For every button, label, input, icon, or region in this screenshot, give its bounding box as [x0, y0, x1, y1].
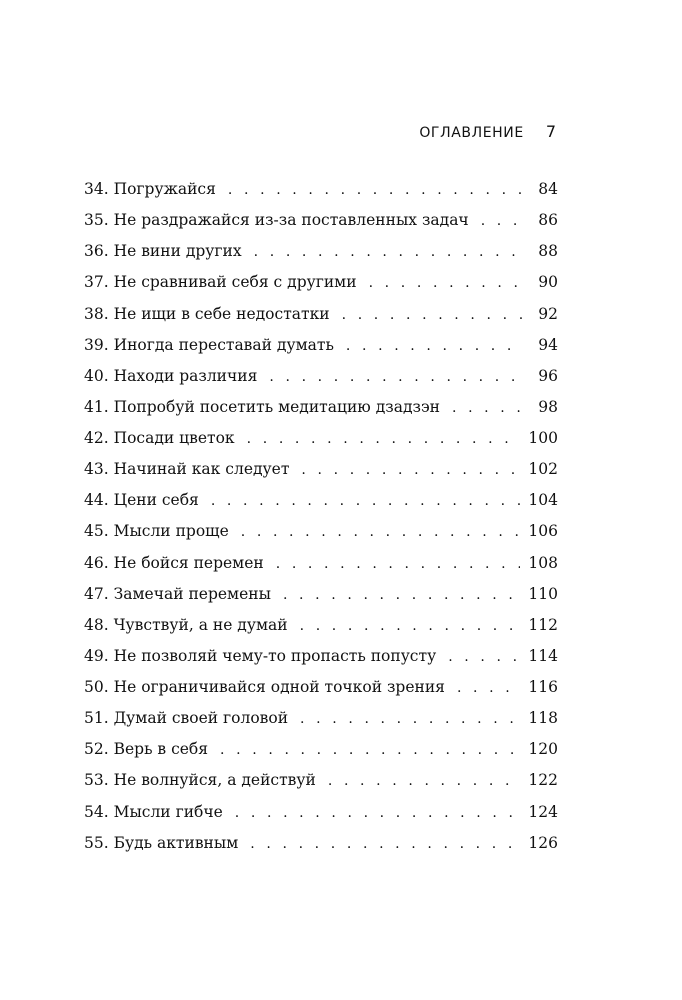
dot-leader: [250, 829, 520, 860]
toc-entry-title: 40. Находи различия: [84, 366, 258, 385]
toc-entry: [84, 236, 558, 267]
toc-entry: [84, 828, 558, 859]
section-title: ОГЛАВЛЕНИЕ: [419, 125, 524, 141]
toc-entry-page: 120: [528, 740, 558, 759]
toc-entry-title: 50. Не ограничивайся одной точкой зрения: [84, 678, 445, 696]
toc-entry-title: 43. Начинай как следует: [84, 460, 290, 479]
toc-entry-title: 41. Попробуй посетить медитацию дзадзэн: [84, 397, 440, 416]
toc-entry-page: 122: [528, 771, 558, 790]
toc-entry: [84, 299, 558, 330]
toc-entry: [84, 174, 558, 205]
toc-entry: [84, 734, 558, 765]
toc-entry-title: 46. Не бойся перемен: [84, 553, 264, 572]
toc-entry-page: 98: [538, 397, 558, 416]
toc-entry: [84, 361, 558, 392]
toc-entry: [84, 516, 558, 547]
toc-entry-title: 38. Не ищи в себе недостатки: [84, 304, 330, 323]
dot-leader: [457, 673, 520, 704]
toc-entry-title: 55. Будь активным: [84, 833, 239, 852]
toc-entry: [84, 797, 558, 828]
dot-leader: [452, 393, 522, 424]
toc-entry: [84, 672, 558, 703]
toc-entry-page: 114: [528, 646, 558, 665]
dot-leader: [241, 517, 521, 548]
dot-leader: [276, 549, 521, 580]
toc-entry-title: 44. Цени себя: [84, 491, 199, 510]
dot-leader: [300, 704, 520, 735]
dot-leader: [269, 362, 522, 393]
dot-leader: [283, 580, 520, 611]
toc-entry-page: 84: [538, 180, 558, 198]
toc-entry-title: 45. Мысли проще: [84, 522, 229, 541]
toc-entry-page: 92: [538, 304, 558, 323]
toc-entry-page: 108: [528, 553, 558, 572]
toc-entry: [84, 423, 558, 454]
dot-leader: [228, 175, 522, 206]
toc-entry-page: 96: [538, 366, 558, 385]
table-of-contents: [84, 174, 558, 859]
dot-leader: [346, 331, 522, 362]
toc-entry-title: 37. Не сравнивай себя с другими: [84, 273, 357, 292]
toc-entry: [84, 330, 558, 361]
dot-leader: [247, 424, 521, 455]
dot-leader: [448, 642, 520, 673]
toc-entry-page: 100: [528, 429, 558, 447]
toc-entry: [84, 454, 558, 485]
toc-entry: [84, 579, 558, 610]
toc-entry-page: 110: [528, 584, 558, 603]
toc-entry-page: 94: [538, 335, 558, 354]
dot-leader: [328, 766, 521, 797]
toc-entry-title: 36. Не вини других: [84, 242, 242, 261]
toc-entry-title: 39. Иногда переставай думать: [84, 335, 334, 354]
toc-entry-page: 116: [528, 678, 558, 696]
toc-entry: [84, 485, 558, 516]
toc-entry-page: 90: [538, 273, 558, 292]
toc-entry-page: 126: [528, 833, 558, 852]
toc-entry-title: 49. Не позволяй чему-то пропасть попусту: [84, 646, 437, 665]
toc-entry: [84, 610, 558, 641]
dot-leader: [254, 237, 522, 268]
running-head: [419, 122, 556, 141]
page-number: 7: [545, 122, 556, 141]
dot-leader: [481, 206, 522, 237]
toc-entry-title: 35. Не раздражайся из-за поставленных задач: [84, 211, 469, 230]
toc-entry-title: 47. Замечай перемены: [84, 584, 271, 603]
toc-entry-title: 54. Мысли гибче: [84, 802, 223, 821]
toc-entry-title: 42. Посади цветок: [84, 429, 235, 447]
toc-entry-page: 88: [538, 242, 558, 261]
dot-leader: [342, 300, 522, 331]
toc-entry-title: 34. Погружайся: [84, 180, 216, 198]
toc-entry-page: 102: [528, 460, 558, 479]
toc-entry: [84, 548, 558, 579]
toc-entry-page: 112: [528, 615, 558, 634]
toc-entry-title: 53. Не волнуйся, а действуй: [84, 771, 316, 790]
toc-entry-title: 51. Думай своей головой: [84, 709, 289, 728]
toc-entry-title: 52. Верь в себя: [84, 740, 209, 759]
toc-entry-page: 124: [528, 802, 558, 821]
toc-entry: [84, 392, 558, 423]
toc-entry-page: 118: [528, 709, 558, 728]
dot-leader: [300, 611, 521, 642]
toc-entry: [84, 267, 558, 298]
toc-entry: [84, 641, 558, 672]
toc-entry-page: 104: [528, 491, 558, 510]
toc-entry: [84, 205, 558, 236]
toc-entry: [84, 765, 558, 796]
dot-leader: [211, 486, 521, 517]
toc-entry-page: 86: [538, 211, 558, 230]
toc-entry-title: 48. Чувствуй, а не думай: [84, 615, 288, 634]
dot-leader: [369, 268, 522, 299]
toc-entry-page: 106: [528, 522, 558, 541]
dot-leader: [235, 798, 521, 829]
dot-leader: [301, 455, 520, 486]
toc-entry: [84, 703, 558, 734]
dot-leader: [220, 735, 520, 766]
